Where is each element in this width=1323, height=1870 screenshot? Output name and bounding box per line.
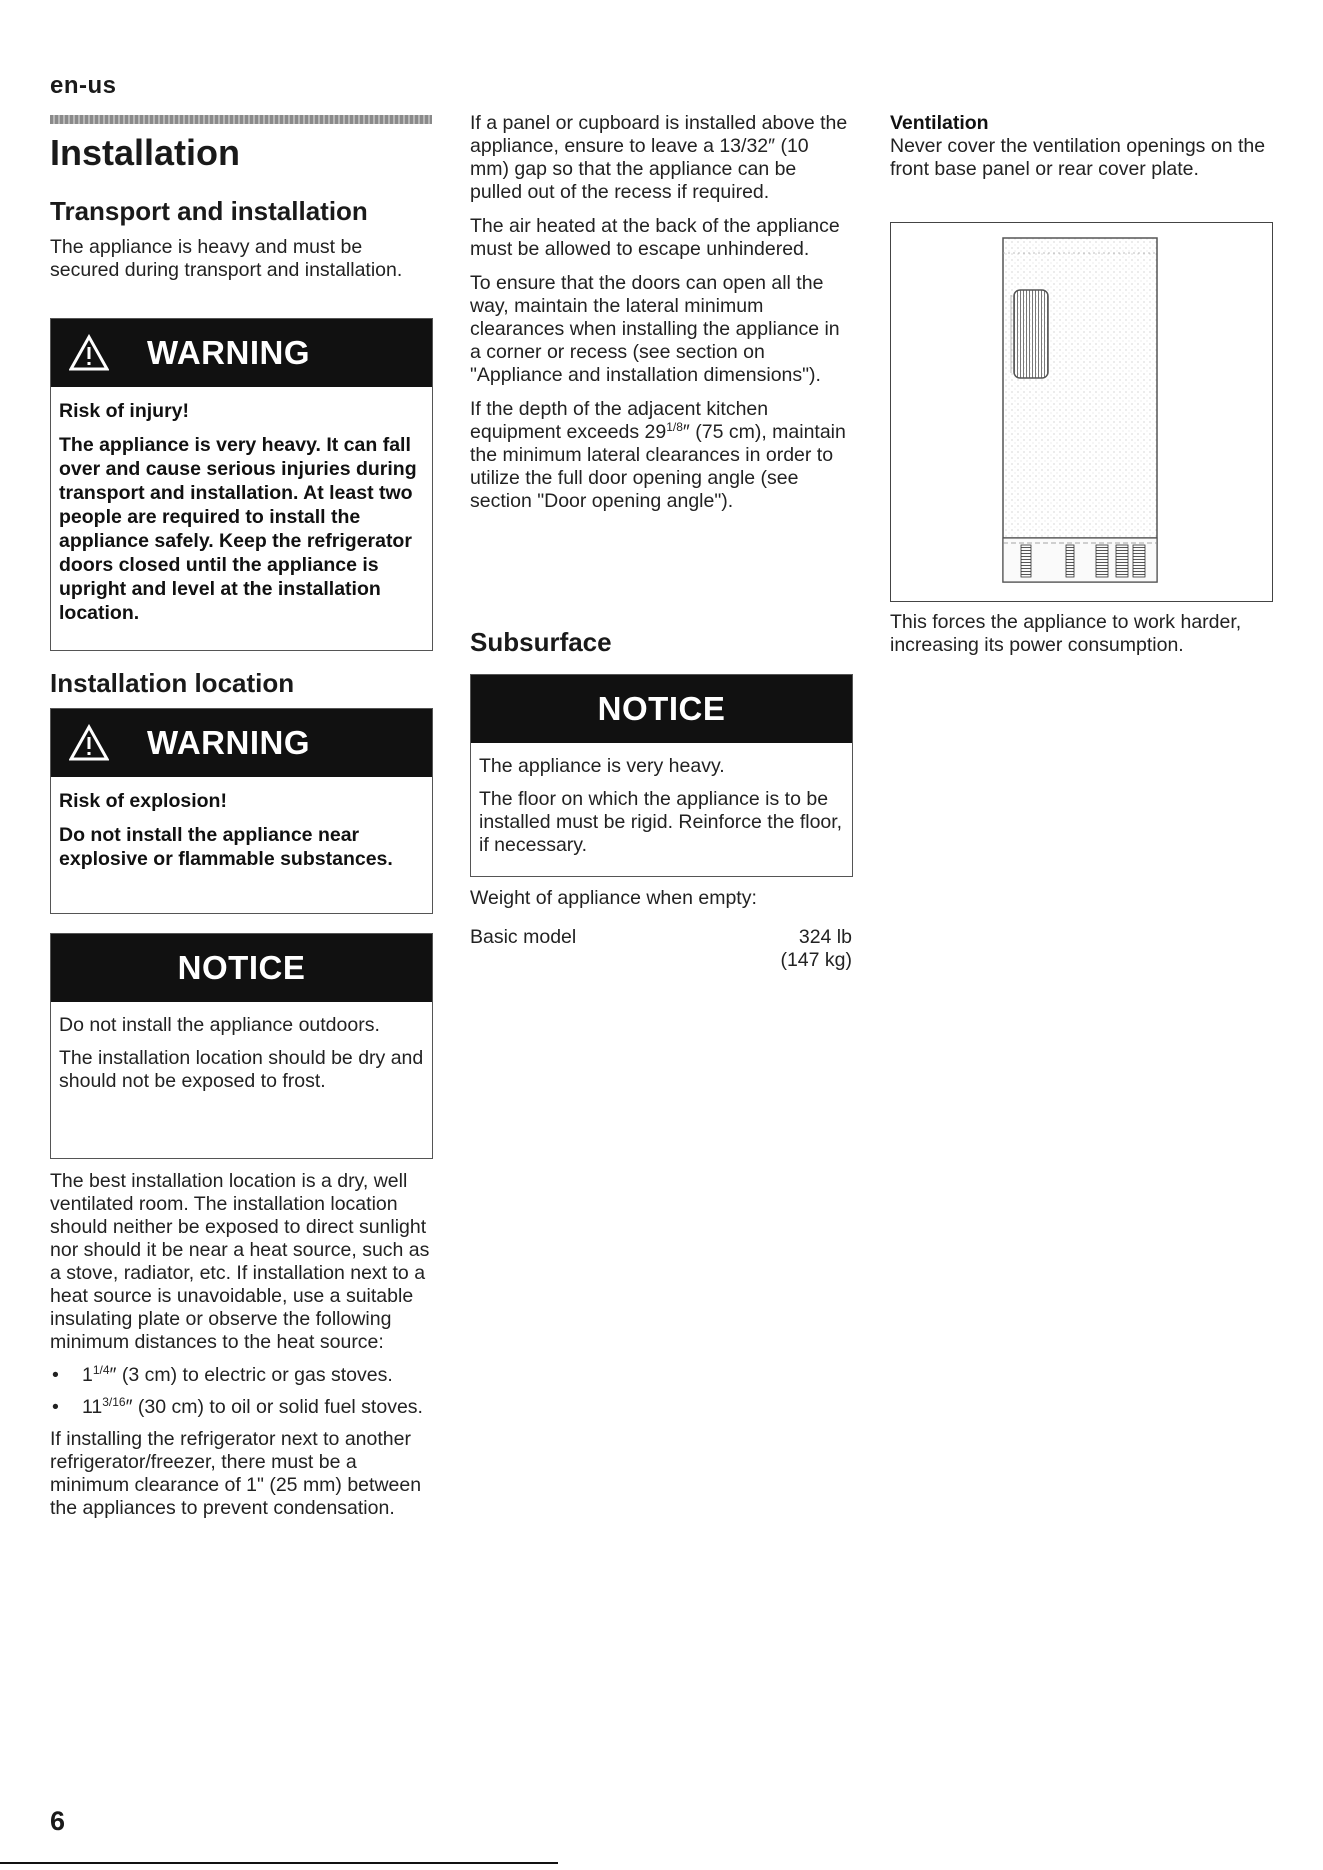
forces-text: This forces the appliance to work harder, increasing its power consumption. bbox=[890, 611, 1242, 656]
weight-kg: (147 kg) bbox=[780, 949, 852, 971]
warning-triangle-icon bbox=[69, 724, 109, 762]
ventilation-heading: Ventilation bbox=[890, 112, 989, 134]
list-item: • $1^{1/4}''$ (3 cm) to electric or gas stoves. bbox=[52, 1363, 393, 1386]
header-rule bbox=[50, 115, 432, 124]
depth-text: If the depth of the adjacent kitchen equipment exceeds $29^{1/8}''$ (75 cm), maintain the minimum lateral clearances in order to utilize the full door opening angle (see section "Door opening angle"). bbox=[470, 398, 846, 512]
warning-box-injury bbox=[50, 318, 433, 651]
next-to-text: If installing the refrigerator next to another refrigerator/freezer, there must be a minimum clearance of 1" (25 mm) between the appliances to prevent condensation. bbox=[50, 1428, 422, 1519]
ventilation-text: Never cover the ventilation openings on the front base panel or rear cover plate. bbox=[890, 135, 1266, 180]
warning-triangle-icon bbox=[69, 334, 109, 372]
notice-header: NOTICE bbox=[51, 934, 432, 1002]
appliance-illustration bbox=[890, 222, 1273, 602]
warning-box-explosion bbox=[50, 708, 433, 914]
subsurface-heading: Subsurface bbox=[470, 627, 612, 657]
transport-heading: Transport and installation bbox=[50, 196, 368, 226]
warning-risk: Risk of injury! bbox=[59, 400, 190, 422]
air-text: The air heated at the back of the appliance must be allowed to escape unhindered. bbox=[470, 215, 840, 260]
notice-box-outdoors bbox=[50, 933, 433, 1159]
warning-text: The appliance is very heavy. It can fall over and cause serious injuries during transport and installation. At least two people are required to install the appliance safely. Keep the refrigerator doors closed until the appliance is upright and level at the installation location. bbox=[59, 434, 417, 624]
notice-text: Do not install the appliance outdoors. bbox=[59, 1014, 380, 1036]
transport-text: The appliance is heavy and must be secured during transport and installation. bbox=[50, 236, 403, 281]
weight-model: Basic model bbox=[470, 926, 577, 948]
weight-label: Weight of appliance when empty: bbox=[470, 887, 757, 909]
location-heading: Installation location bbox=[50, 668, 295, 698]
page-number: 6 bbox=[50, 1806, 66, 1836]
list-item: • $11^{3/16}''$ (30 cm) to oil or solid fuel stoves. bbox=[52, 1395, 423, 1418]
heat-distance-list bbox=[50, 1364, 432, 1419]
page-title: Installation bbox=[50, 132, 241, 173]
refrigerator-drawing bbox=[891, 223, 1271, 600]
notice-box-weight bbox=[470, 674, 853, 877]
warning-header bbox=[51, 709, 432, 777]
notice-text: The floor on which the appliance is to be installed must be rigid. Reinforce the floor, if necessary. bbox=[479, 788, 843, 856]
warning-header bbox=[51, 319, 432, 387]
warning-label: WARNING bbox=[147, 334, 310, 371]
notice-header: NOTICE bbox=[471, 675, 852, 743]
notice-text: The appliance is very heavy. bbox=[479, 755, 725, 777]
panel-text: If a panel or cupboard is installed above the appliance, ensure to leave a 13/32″ (10 mm) gap so that the appliance can be pulled out of the recess if required. bbox=[470, 112, 848, 203]
footer-rule bbox=[0, 1862, 558, 1864]
weight-lb: 324 lb bbox=[798, 926, 852, 948]
language-code: en-us bbox=[50, 72, 117, 99]
warning-risk: Risk of explosion! bbox=[59, 790, 227, 812]
warning-text: Do not install the appliance near explosive or flammable substances. bbox=[59, 824, 393, 870]
warning-label: WARNING bbox=[147, 724, 310, 761]
doors-text: To ensure that the doors can open all the way, maintain the lateral minimum clearances when installing the appliance in a corner or recess (see section on "Appliance and installation dimensions"). bbox=[470, 272, 840, 386]
notice-text: The installation location should be dry and should not be exposed to frost. bbox=[59, 1047, 424, 1092]
best-location-text: The best installation location is a dry, well ventilated room. The installation location should neither be exposed to direct sunlight nor should it be near a heat source, such as a stove, radiator, etc. If installation next to a heat source is unavoidable, use a suitable insulating plate or observe the following minimum distances to the heat source: bbox=[50, 1170, 430, 1353]
